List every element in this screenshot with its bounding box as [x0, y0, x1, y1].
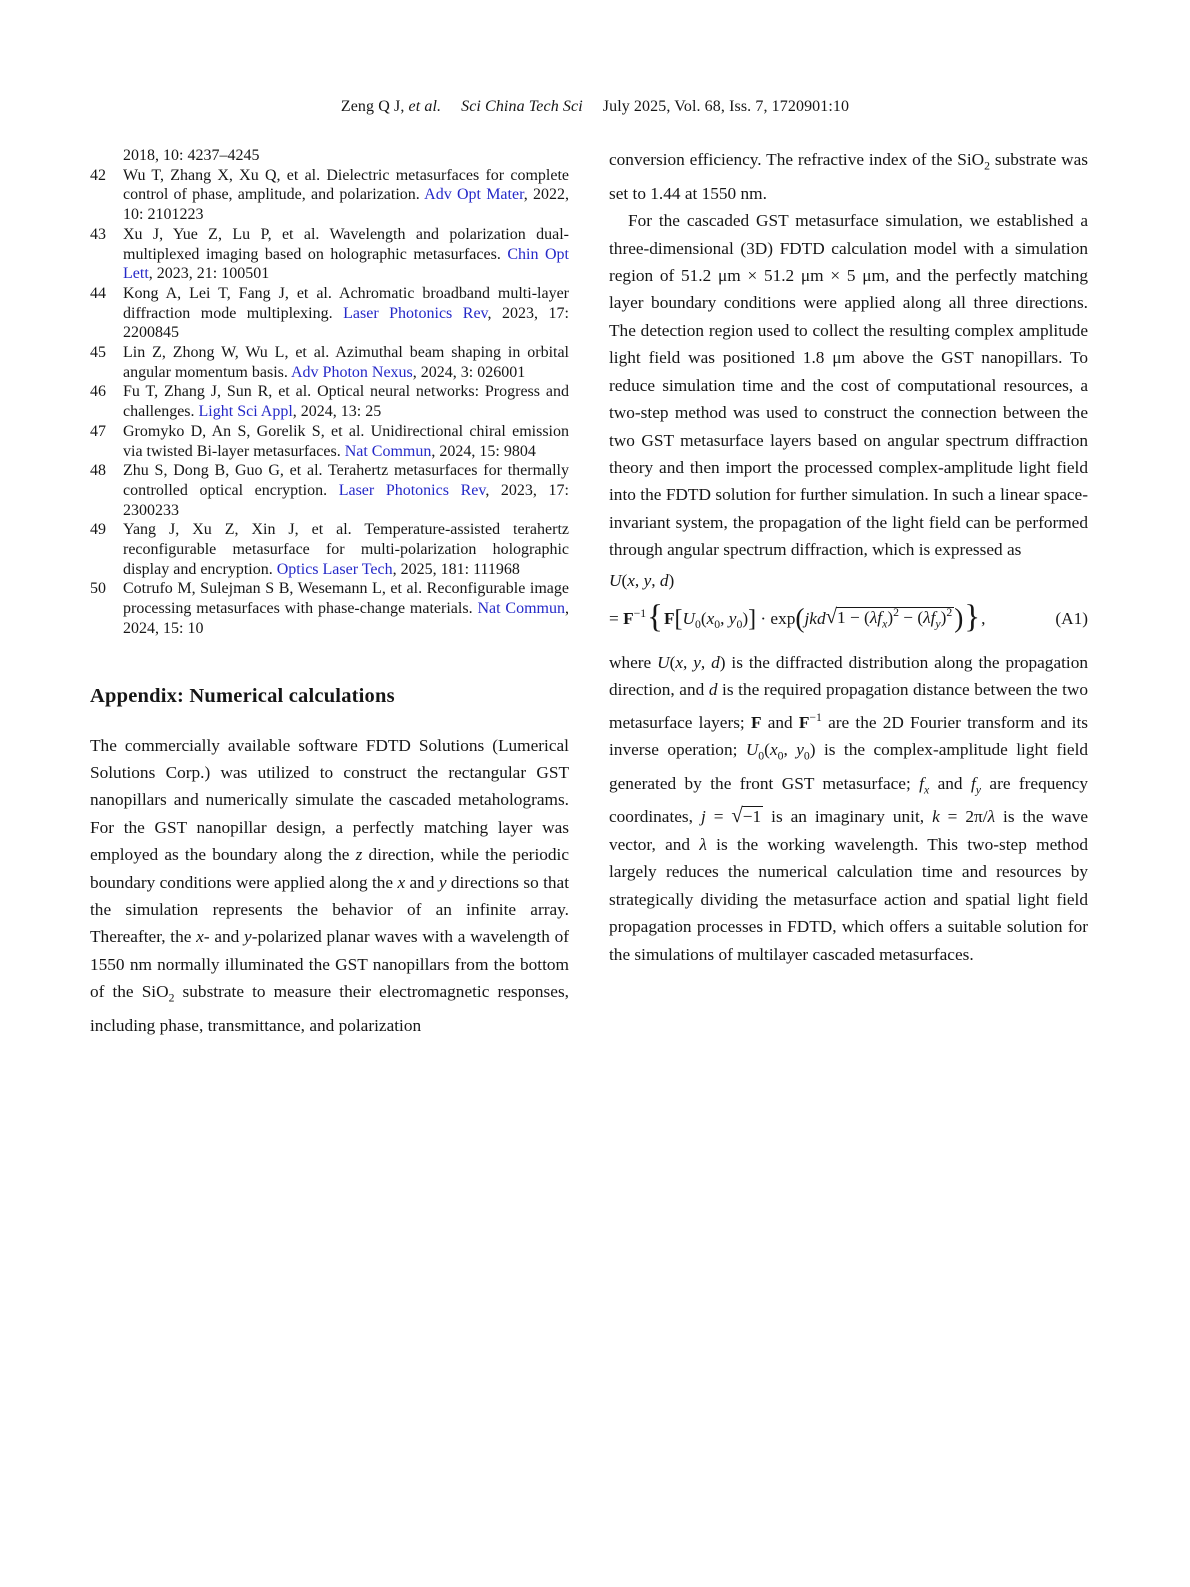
reference-item [90, 461, 569, 520]
journal-link[interactable]: Nat Commun [477, 600, 565, 618]
reference-list [90, 166, 569, 639]
reference-item [90, 166, 569, 225]
reference-item [90, 520, 569, 579]
reference-number: 47 [90, 422, 106, 440]
et-al-label: et al. [408, 98, 442, 115]
issue-info: July 2025, Vol. 68, Iss. 7, 1720901:10 [602, 98, 850, 115]
two-column-body [90, 146, 1088, 1040]
reference-item [90, 579, 569, 638]
appendix-paragraph: The commercially available software FDTD Solutions (Lumerical Solutions Corp.) was utilized to construct the rectangular GST nanopillars and numerically simulate the cascaded metaholograms. For the GST nanopillar design, a perfectly matching layer was employed as the boundary along the z direction, while the periodic boundary conditions were applied along the x and y directions so that the simulation represents the behavior of an infinite array. Thereafter, the x- and y-polarized planar waves with a wavelength of 1550 nm normally illuminated the GST nanopillars from the bottom of the SiO$_2$ substrate to measure their electromagnetic responses, including phase, transmittance, and polarization [90, 735, 570, 1036]
reference-text: Xu J, Yue Z, Lu P, et al. Wavelength and polarization dual-multiplexed imaging based on holographic metasurfaces. Chin Opt Lett, 2023, 21: 100501 [123, 225, 569, 283]
reference-item [90, 225, 569, 284]
right-column [609, 146, 1088, 968]
left-column [90, 146, 569, 1040]
reference-number: 46 [90, 383, 106, 401]
running-header [0, 98, 1190, 116]
body-paragraph-where: where U(x, y, d) is the diffracted distribution along the propagation direction, and d is the required propagation distance between the two metasurface layers; F and $F^{-1}$ are the 2D Fourier transform and its inverse operation; $U_0(x_0$, $y_0$) is the complex-amplitude light field generated by the front GST metasurface; $f_x$ and $f_y$ are frequency coordinates, j = √−1 is an imaginary unit, k = 2π/λ is the wave vector, and λ is the working wavelength. This two-step method largely reduces the numerical calculation time and resources by strategically dividing the metasurface action and spatial light field propagation processes in FDTD, which offers a suitable solution for the simulations of multilayer cascaded metasurfaces. [609, 652, 1089, 964]
journal-name: Sci China Tech Sci [461, 98, 583, 115]
reference-item [90, 343, 569, 382]
reference-item [90, 284, 569, 343]
journal-link[interactable]: Light Sci Appl [198, 403, 293, 421]
reference-text: Zhu S, Dong B, Guo G, et al. Terahertz metasurfaces for thermally controlled optical encryption. Laser Photonics Rev, 2023, 17: 2300233 [123, 462, 569, 519]
journal-link[interactable]: Nat Commun [344, 442, 432, 460]
equation-line-1: U(x, y, d) [609, 570, 675, 590]
journal-link[interactable]: Optics Laser Tech [276, 560, 393, 578]
reference-number: 45 [90, 344, 106, 362]
reference-number: 48 [90, 462, 106, 480]
reference-number: 50 [90, 580, 106, 598]
body-paragraph-simulation: For the cascaded GST metasurface simulation, we established a three-dimensional (3D) FDTD calculation model with a simulation region of 51.2 μm × 51.2 μm × 5 μm, and the perfectly matching layer boundary conditions were applied along all three directions. The detection region used to collect the resulting complex amplitude light field was positioned 1.8 μm above the GST nanopillars. To reduce simulation time and the cost of computational resources, a two-step method was used to construct the connection between the two GST metasurface layers based on angular spectrum diffraction theory and then import the processed complex-amplitude light field into the FDTD solution for further simulation. In such a linear space-invariant system, the propagation of the light field can be performed through angular spectrum diffraction, which is expressed as [609, 211, 1088, 560]
reference-item [90, 422, 569, 461]
reference-text: Fu T, Zhang J, Sun R, et al. Optical neural networks: Progress and challenges. Light Sci Appl, 2024, 13: 25 [123, 383, 569, 421]
reference-text: Cotrufo M, Sulejman S B, Wesemann L, et al. Reconfigurable image processing metasurfaces with phase-change materials. Nat Commun, 2024, 15: 10 [123, 580, 569, 637]
journal-link[interactable]: Adv Photon Nexus [290, 363, 413, 381]
reference-text: Kong A, Lei T, Fang J, et al. Achromatic broadband multi-layer diffraction mode multiplexing. Laser Photonics Rev, 2023, 17: 2200845 [123, 284, 570, 342]
reference-item [90, 382, 569, 421]
author-name: Zeng Q J, [340, 98, 409, 115]
reference-number: 49 [90, 521, 106, 539]
reference-text: Gromyko D, An S, Gorelik S, et al. Unidirectional chiral emission via twisted Bi-layer metasurfaces. Nat Commun, 2024, 15: 9804 [123, 422, 569, 460]
reference-number: 43 [90, 225, 106, 243]
equation-line-2 [609, 594, 1088, 645]
reference-number: 42 [90, 166, 106, 184]
journal-link[interactable]: Laser Photonics Rev [338, 481, 486, 499]
body-paragraph-continuation: conversion efficiency. The refractive index of the SiO$_2$ substrate was set to 1.44 at 1550 nm. [609, 150, 1088, 203]
journal-link[interactable]: Adv Opt Mater [424, 186, 524, 204]
journal-link[interactable]: Chin Opt Lett [123, 245, 569, 283]
journal-link[interactable]: Laser Photonics Rev [343, 304, 488, 322]
reference-text: Wu T, Zhang X, Xu Q, et al. Dielectric metasurfaces for complete control of phase, amplitude, and polarization. Adv Opt Mater, 2022, 10: 2101223 [123, 166, 570, 224]
reference-text: Lin Z, Zhong W, Wu L, et al. Azimuthal beam shaping in orbital angular momentum basis. Adv Photon Nexus, 2024, 3: 026001 [123, 344, 569, 381]
reference-continuation: 2018, 10: 4237–4245 [123, 147, 260, 164]
reference-number: 44 [90, 284, 106, 302]
reference-text: Yang J, Xu Z, Xin J, et al. Temperature-assisted terahertz reconfigurable metasurface for multi-polarization holographic display and encryption. Optics Laser Tech, 2025, 181: 111968 [123, 521, 569, 578]
appendix-heading: Appendix: Numerical calculations [90, 684, 395, 707]
equation-label: (A1) [1055, 609, 1088, 629]
equation-expression: = $F^{-1}\{F[U_0(x_0$, $y_0)] \cdot \exp(jkd√1 - (\lambda f_x)^2 - (\lambda f_y)^2)$}, [609, 598, 986, 635]
equation-block [609, 567, 1088, 645]
